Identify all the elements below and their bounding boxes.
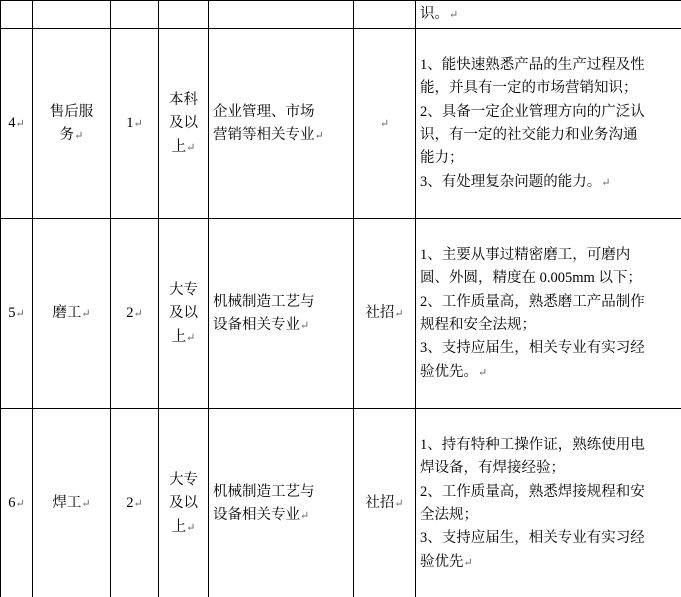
row-number: 5: [8, 305, 16, 322]
cell-education: [159, 1, 209, 29]
cell-requirements: [416, 29, 681, 219]
count-value: 2: [126, 495, 134, 512]
requirement-line: 1、能快速熟悉产品的生产过程及性: [420, 56, 645, 73]
recruit-type-value: 社招: [365, 305, 395, 322]
requirement-line: 验优先: [420, 553, 464, 570]
requirement-line: 3、有处理复杂问题的能力。: [420, 173, 602, 190]
cell-requirements: [416, 1, 681, 29]
cell-education: [159, 409, 209, 597]
cell-position: [33, 219, 111, 409]
cell-count: [111, 219, 159, 409]
cell-position: [33, 1, 111, 29]
table-body: [1, 1, 681, 597]
cell-major: [209, 219, 354, 409]
table-row: [1, 29, 681, 219]
pilcrow-icon: ↵: [186, 521, 196, 534]
pilcrow-icon: ↵: [133, 308, 143, 321]
education-line: 本科: [169, 91, 198, 108]
count-value: 1: [126, 115, 134, 132]
major-line: 营销等相关专业: [213, 126, 315, 143]
cell-major: [209, 409, 354, 597]
requirement-line: 验优先。: [420, 363, 478, 380]
pilcrow-icon: ↵: [133, 118, 143, 131]
position-line: 售后服: [49, 103, 94, 120]
pilcrow-icon: ↵: [379, 118, 390, 131]
education-line: 及以: [169, 305, 198, 322]
requirement-line: 能力；: [420, 150, 464, 167]
cell-recruit-type: [354, 409, 416, 597]
position-line: 磨工: [52, 305, 82, 322]
recruit-type-value: 社招: [365, 495, 395, 512]
requirement-line: 1、主要从事过精密磨工，可磨内: [420, 246, 631, 263]
pilcrow-icon: ↵: [463, 556, 473, 569]
requirement-text: 识。: [420, 6, 449, 22]
cell-index: [1, 409, 33, 597]
requirement-line: 全法规；: [420, 506, 478, 523]
pilcrow-icon: ↵: [186, 331, 196, 344]
education-line: 大专: [169, 281, 198, 298]
cell-requirements: [416, 409, 681, 597]
pilcrow-icon: ↵: [300, 319, 310, 332]
cell-index: [1, 1, 33, 29]
requirement-line: 焊设备，有焊接经验；: [420, 460, 565, 477]
pilcrow-icon: ↵: [81, 308, 91, 321]
major-line: 机械制造工艺与: [213, 293, 315, 310]
cell-count: [111, 29, 159, 219]
cell-count: [111, 1, 159, 29]
row-number: 4: [8, 115, 16, 132]
education-line: 上: [171, 518, 187, 535]
cell-education: [159, 219, 209, 409]
position-line: 务: [59, 126, 75, 143]
cell-major: [209, 29, 354, 219]
position-line: 焊工: [52, 495, 82, 512]
requirement-line: 1、持有特种工操作证，熟练使用电: [420, 436, 645, 453]
major-line: 设备相关专业: [213, 316, 300, 333]
cell-recruit-type: [354, 219, 416, 409]
cell-position: [33, 29, 111, 219]
pilcrow-icon: ↵: [15, 308, 25, 321]
pilcrow-icon: ↵: [186, 141, 196, 154]
requirement-line: 识，有一定的社交能力和业务沟通: [420, 126, 638, 143]
pilcrow-icon: ↵: [81, 498, 91, 511]
pilcrow-icon: ↵: [601, 176, 611, 189]
table-row: [1, 219, 681, 409]
major-line: 机械制造工艺与: [213, 483, 315, 500]
cell-index: [1, 219, 33, 409]
requirement-line: 规程和安全法规；: [420, 316, 536, 333]
major-line: 设备相关专业: [213, 506, 300, 523]
requirement-line: 2、工作质量高，熟悉磨工产品制作: [420, 293, 645, 310]
requirement-line: 圆、外圆，精度在 0.005mm 以下；: [420, 270, 642, 287]
education-line: 及以: [169, 115, 198, 132]
cell-recruit-type: [354, 1, 416, 29]
pilcrow-icon: ↵: [300, 509, 310, 522]
cell-recruit-type: [354, 29, 416, 219]
pilcrow-icon: ↵: [314, 129, 324, 142]
requirement-line: 2、具备一定企业管理方向的广泛认: [420, 103, 645, 120]
education-line: 上: [171, 138, 187, 155]
table-row: [1, 1, 681, 29]
table-row: [1, 409, 681, 597]
pilcrow-icon: ↵: [449, 9, 459, 21]
requirement-line: 2、工作质量高，熟悉焊接规程和安: [420, 483, 645, 500]
requirement-line: 3、支持应届生，相关专业有实习经: [420, 340, 645, 357]
pilcrow-icon: ↵: [394, 308, 404, 321]
cell-count: [111, 409, 159, 597]
cell-education: [159, 29, 209, 219]
pilcrow-icon: ↵: [15, 118, 25, 131]
pilcrow-icon: ↵: [394, 498, 404, 511]
row-number: 6: [8, 495, 16, 512]
cell-position: [33, 409, 111, 597]
pilcrow-icon: ↵: [133, 498, 143, 511]
education-line: 及以: [169, 495, 198, 512]
education-line: 大专: [169, 471, 198, 488]
cell-major: [209, 1, 354, 29]
major-line: 企业管理、市场: [213, 103, 315, 120]
requirement-line: 能，并具有一定的市场营销知识；: [420, 80, 638, 97]
count-value: 2: [126, 305, 134, 322]
cell-requirements: [416, 219, 681, 409]
pilcrow-icon: ↵: [15, 498, 25, 511]
requirement-line: 3、支持应届生，相关专业有实习经: [420, 530, 645, 547]
education-line: 上: [171, 328, 187, 345]
cell-index: [1, 29, 33, 219]
pilcrow-icon: ↵: [478, 366, 488, 379]
pilcrow-icon: ↵: [74, 129, 84, 142]
